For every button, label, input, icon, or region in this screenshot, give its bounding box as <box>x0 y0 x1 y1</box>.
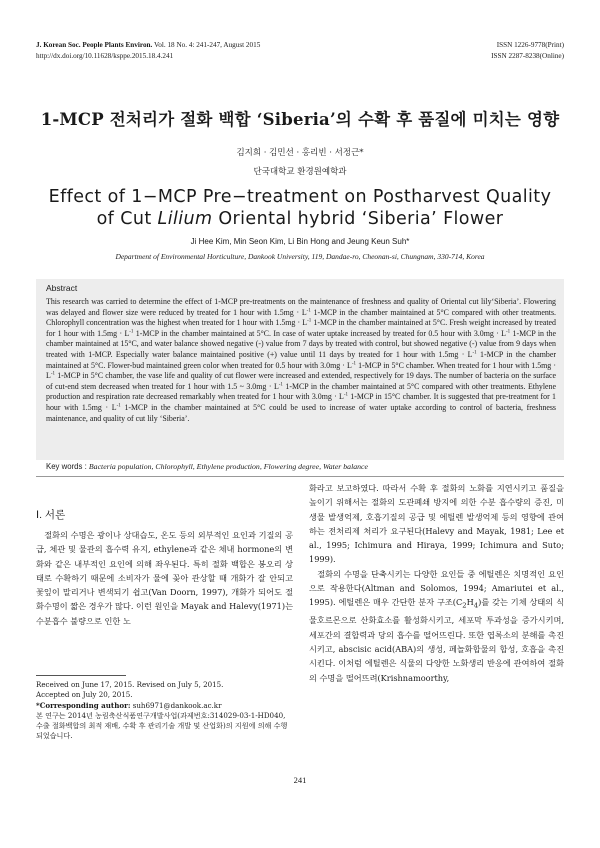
abstract-segment: 1-MCP in the chamber maintained at 5°C could be used to increase of water uptake according to control of bacteria, freshness maintenance, and quality of cut lily ‘Siberia’. <box>46 402 556 423</box>
corresponding-author-email[interactable]: suh6971@dankook.ac.kr <box>130 700 222 710</box>
abstract-segment: 1-MCP in 15°C chamber. It is suggested that pre-treatment for 1 hour with 1.5mg · L <box>46 392 556 412</box>
unit-exponent: -1 <box>307 318 312 324</box>
unit-exponent: -1 <box>129 329 134 335</box>
journal-name: J. Korean Soc. People Plants Environ. <box>36 41 153 49</box>
abstract-segment: 1-MCP in the chamber maintained at 5°C. Flower-bud maintained green color when treated for 0.5 hour with 3.0mg · L <box>46 349 556 370</box>
issn-online: ISSN 2287-8238(Online) <box>491 52 564 60</box>
abstract-segment: 1-MCP in the chamber maintained at 5°C compared with other treatments. Ethylene production and respiration rate decreased remarkably when treated for 1 hour with 3.0mg · L <box>46 381 557 402</box>
footnote-divider <box>36 675 126 676</box>
paragraph: 절화의 수명은 광이나 상대습도, 온도 등의 외부적인 요인과 기질의 공급, 체관 및 물관의 흡수력 유지, ethylene과 같은 체내 hormone의 변화와 같은 내부적인 요인에 의해 좌우된다. 특히 절화 백합은 봉오리 상태로 수확하기 때문에 소비자가 물에 꽂아 관상할 때 개화가 잘 안되고 꽃잎이 말리거나 변색되기 쉽고(Van Doorn, 1997), 개화가 되어도 절화수명이 짧은 경우가 많다. 이런 원인을 Mayak and Halevy(1971)는 수분흡수 불량으로 인한 노 <box>36 530 293 626</box>
body-column-right <box>309 481 564 685</box>
paragraph <box>309 567 564 685</box>
unit-exponent: -1 <box>472 350 477 356</box>
abstract-segment: 1-MCP in the chamber maintained at 15°C, and water balance showed negative (-) value from 7 days by treated with control, but showed negative (-) value from 9 days when treated with 1-MCP. Especially water balance maintained positive (+) value until 11 days by treated for 1 hour with 1.5mg · L <box>46 328 556 359</box>
volume-info: Vol. 18 No. 4: 241-247, August 2015 <box>152 41 261 49</box>
paragraph-segment: 절화의 수명을 단축시키는 다양한 요인들 중 에틸렌은 치명적인 요인으로 작용한다(Altman and Solomos, 1994; Amariutei et al., 1995). 에틸렌은 매우 간단한 분자 구조(C <box>309 568 564 608</box>
title-genus: Lilium <box>157 209 213 229</box>
received-date: Received on June 17, 2015. Revised on July 5, 2015. <box>36 680 224 689</box>
abstract-segment: This research was carried to determine the effect of 1-MCP pre-treatments on the maintenance of freshness and quality of Oriental cut lily‘Siberia’. Flowering was delayed and flower size were reduced by treated for 1 hour with 1.5mg · L <box>46 297 556 317</box>
title-part: Oriental hybrid ‘Siberia’ Flower <box>212 209 504 229</box>
keywords-values: Bacteria population, Chlorophyll, Ethylene production, Flowering degree, Water balance <box>88 462 368 471</box>
title-part: of Cut <box>96 209 158 229</box>
journal-header <box>36 40 260 62</box>
authors-english: Ji Hee Kim, Min Seon Kim, Li Bin Hong and Jeung Keun Suh* <box>190 237 410 246</box>
abstract-segment: 1-MCP in the chamber maintained at 5°C compared with other treatments. Chlorophyll concentration was the highest when treated for 1 hour with 1.5mg · L <box>46 307 557 328</box>
keywords <box>46 462 556 471</box>
keywords-label: Key words : <box>46 462 89 471</box>
paragraph-segment: H <box>466 597 474 608</box>
unit-exponent: -1 <box>306 307 311 313</box>
subscript: 4 <box>473 602 479 611</box>
footnote <box>36 680 293 742</box>
keywords-divider <box>36 476 564 477</box>
issn-block <box>491 40 564 62</box>
paragraph-segment: )를 갖는 기체 상태의 식물호르몬으로 산화효소를 활성화시키고, 세포막 투과성을 증가시키며, 세포간의 결합력과 당의 흡수를 떨어뜨린다. 또한 엽록소의 분해를 촉진시키고, abscisic acid(ABA)의 생성, 페놀화합물의 합성, 호흡을 촉진시킨다. 이처럼 에틸렌은 식물의 다양한 노화생리 반응에 관여하여 절화의 수명을 떨어뜨려(Krishnamoorthy, <box>309 597 564 683</box>
abstract-segment: 1-MCP in the chamber maintained at 5°C. In case of water uptake increased by treated for 0.5 hour with 3.0mg · L <box>133 328 506 338</box>
abstract-title: Abstract <box>46 283 78 293</box>
doi-link[interactable]: http://dx.doi.org/10.11628/ksppe.2015.18.4.241 <box>36 52 174 60</box>
corresponding-author <box>36 701 293 711</box>
page-number: 241 <box>293 775 307 785</box>
paragraph: 화라고 보고하였다. 따라서 수확 후 절화의 노화를 지연시키고 품질을 높이기 위해서는 절화의 도관폐쇄 방지에 의한 수분 흡수량의 증진, 미생물 발생억제, 호흡기질의 공급 및 에틸렌 발생억제 등의 영향에 관여하는 전처리제 처리가 요구된다(Halevy and Mayak, 1981; Lee et al., 1995; Ichimura and Hiraya, 1999; Ichimura and Suto; 1999). <box>309 483 564 565</box>
corresponding-author-label: *Corresponding author: <box>36 700 131 710</box>
title-english-line2 <box>40 208 560 230</box>
unit-exponent: -1 <box>50 371 55 377</box>
affiliation-korean: 단국대학교 환경원예학과 <box>253 167 347 177</box>
abstract-segment: 1-MCP in 5°C chamber, the vase life and quality of cut flower were increased and extended, respectively for 19 days. The number of bacteria on the surface of cut-end stem decreased when treated for 1 hour with 1.5 ~ 3.0mg · L <box>46 371 556 391</box>
unit-exponent: -1 <box>351 360 357 366</box>
unit-exponent: -1 <box>278 382 283 388</box>
abstract-text <box>46 297 556 424</box>
funding-note: 본 연구는 2014년 농림축산식품연구개발사업(과제번호:314029-03-1-HD040, 수출 절화백합의 최적 재배, 수확 후 관리기술 개발 및 산업화)의 지원에 의해 수행되었습니다. <box>36 710 288 741</box>
authors-korean: 김지희 · 김민선 · 홍리빈 · 서정근* <box>236 148 364 158</box>
title-korean: 1-MCP 전처리가 절화 백합 ‘Siberia’의 수확 후 품질에 미치는 영향 <box>40 110 560 129</box>
title-english <box>40 186 560 230</box>
title-english-line1: Effect of 1−MCP Pre−treatment on Postharvest Quality <box>48 187 552 207</box>
unit-exponent: -1 <box>116 403 121 409</box>
accepted-date: Accepted on July 20, 2015. <box>36 690 133 700</box>
issn-print: ISSN 1226-9778(Print) <box>496 41 564 49</box>
abstract-segment: 1-MCP in the chamber maintained at 5°C. Fresh weight increased by treated for 1 hour with 1.5mg · L <box>46 318 557 338</box>
section-heading-introduction: Ⅰ. 서론 <box>36 509 66 521</box>
body-column-left <box>36 528 293 628</box>
unit-exponent: -1 <box>505 329 511 335</box>
unit-exponent: -1 <box>343 392 349 398</box>
abstract-segment: 1-MCP in 5°C chamber. When treated for 1 hour with 1.5mg · L <box>46 360 556 381</box>
affiliation-english: Department of Environmental Horticulture, Dankook University, 119, Dandae-ro, Cheonan-si, Chungnam, 330-714, Korea <box>115 252 485 261</box>
subscript: 2 <box>462 602 467 611</box>
